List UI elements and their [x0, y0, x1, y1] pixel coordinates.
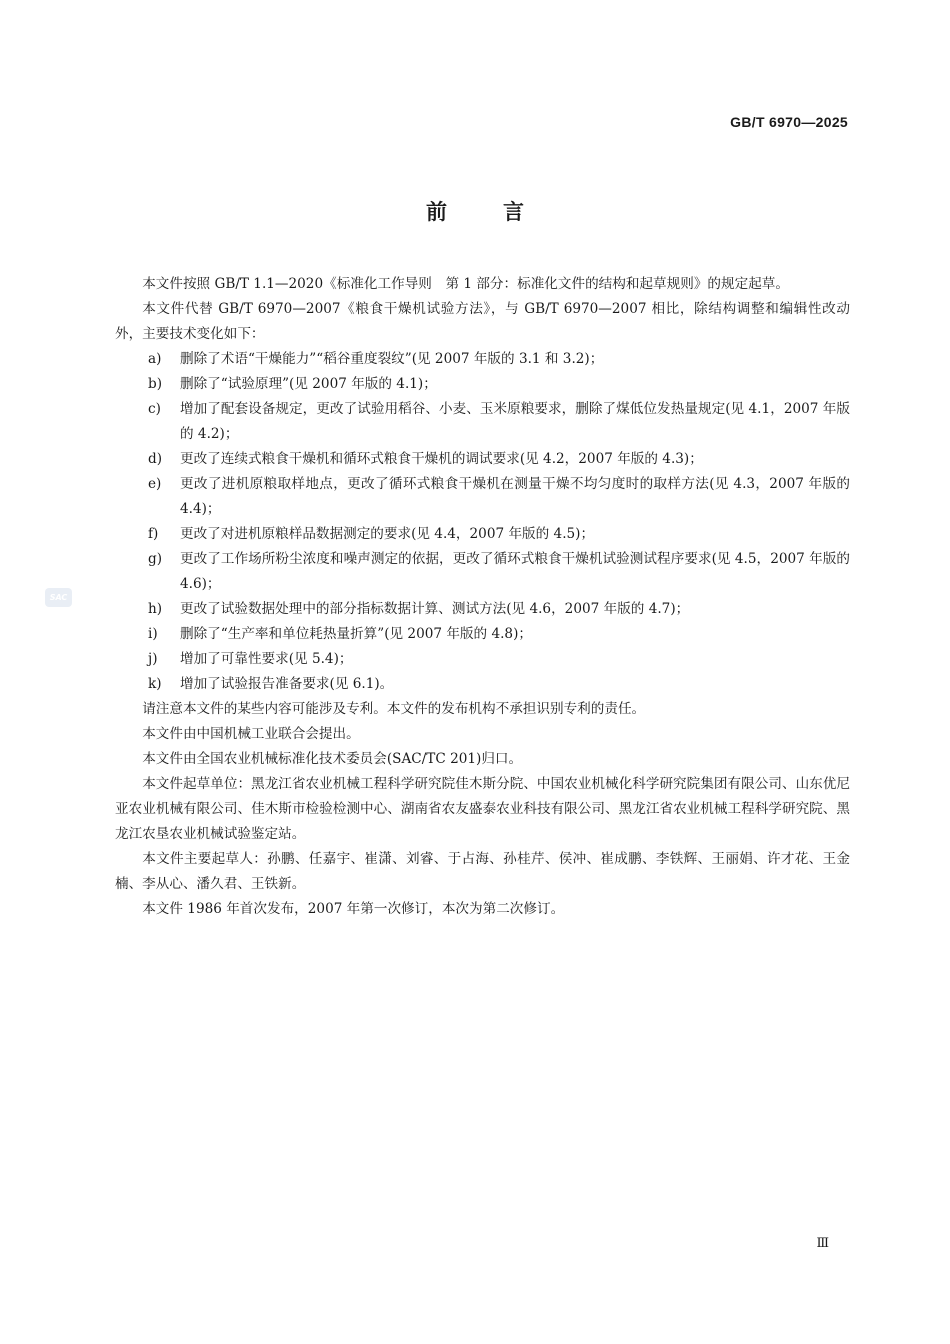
list-item: [115, 597, 850, 622]
paragraph-patent-notice: 请注意本文件的某些内容可能涉及专利。本文件的发布机构不承担识别专利的责任。: [142, 701, 646, 717]
list-item: [115, 397, 850, 447]
list-marker: e): [148, 476, 162, 492]
standard-number: GB/T 6970—2025: [730, 114, 848, 130]
list-item: [115, 447, 850, 472]
list-marker: a): [148, 351, 162, 367]
list-item: [115, 547, 850, 597]
list-text: 更改了连续式粮食干燥机和循环式粮食干燥机的调试要求(见 4.2，2007 年版的 4.3)；: [180, 451, 703, 467]
list-text: 增加了可靠性要求(见 5.4)；: [180, 651, 353, 667]
sac-watermark-logo: SAC: [45, 588, 72, 607]
list-marker: j): [148, 651, 158, 667]
list-item: [115, 672, 850, 697]
page-number: Ⅲ: [816, 1236, 829, 1251]
paragraph-revision-history: 本文件 1986 年首次发布，2007 年第一次修订，本次为第二次修订。: [142, 901, 565, 917]
list-text: 更改了进机原粮取样地点，更改了循环式粮食干燥机在测量干燥不均匀度时的取样方法(见 4.3，2007 年版的 4.4)；: [180, 476, 850, 517]
list-text: 增加了试验报告准备要求(见 6.1)。: [180, 676, 394, 692]
list-item: [115, 372, 850, 397]
list-item: [115, 522, 850, 547]
list-marker: i): [148, 626, 158, 642]
list-text: 更改了工作场所粉尘浓度和噪声测定的依据，更改了循环式粮食干燥机试验测试程序要求(见 4.5，2007 年版的 4.6)；: [180, 551, 850, 592]
paragraph-drafting-rules: 本文件按照 GB/T 1.1—2020《标准化工作导则 第 1 部分：标准化文件的结构和起草规则》的规定起草。: [142, 276, 789, 292]
list-marker: d): [148, 451, 163, 467]
list-text: 更改了对进机原粮样品数据测定的要求(见 4.4，2007 年版的 4.5)；: [180, 526, 595, 542]
page-title: 前言: [426, 200, 580, 224]
paragraph-drafting-units: 本文件起草单位：黑龙江省农业机械工程科学研究院佳木斯分院、中国农业机械化科学研究院集团有限公司、山东优尼亚农业机械有限公司、佳木斯市检验检测中心、湖南省农友盛泰农业科技有限公司、黑龙江省农业机械工程科学研究院、黑龙江农垦农业机械试验鉴定站。: [115, 776, 850, 842]
list-text: 删除了术语“干燥能力”“稻谷重度裂纹”(见 2007 年版的 3.1 和 3.2)；: [180, 351, 604, 367]
paragraph-proposer: 本文件由中国机械工业联合会提出。: [142, 726, 360, 742]
list-item: [115, 622, 850, 647]
list-text: 删除了“生产率和单位耗热量折算”(见 2007 年版的 4.8)；: [180, 626, 532, 642]
changes-list: [115, 347, 850, 697]
list-item: [115, 347, 850, 372]
paragraph-replacement-statement: 本文件代替 GB/T 6970—2007《粮食干燥机试验方法》，与 GB/T 6970—2007 相比，除结构调整和编辑性改动外，主要技术变化如下：: [115, 301, 850, 342]
list-text: 删除了“试验原理”(见 2007 年版的 4.1)；: [180, 376, 437, 392]
list-item: [115, 647, 850, 672]
list-text: 更改了试验数据处理中的部分指标数据计算、测试方法(见 4.6，2007 年版的 4.7)；: [180, 601, 690, 617]
paragraph-drafters: 本文件主要起草人：孙鹏、任嘉宇、崔潇、刘睿、于占海、孙桂芹、侯冲、崔成鹏、李铁辉、王丽娟、许才花、王金楠、李从心、潘久君、王铁新。: [115, 851, 850, 892]
paragraph-committee: 本文件由全国农业机械标准化技术委员会(SAC/TC 201)归口。: [142, 751, 523, 767]
foreword-body: [115, 272, 850, 922]
list-marker: h): [148, 601, 163, 617]
list-marker: g): [148, 551, 163, 567]
list-marker: k): [148, 676, 162, 692]
list-item: [115, 472, 850, 522]
list-marker: f): [148, 526, 159, 542]
list-marker: b): [148, 376, 163, 392]
list-text: 增加了配套设备规定，更改了试验用稻谷、小麦、玉米原粮要求，删除了煤低位发热量规定(见 4.1，2007 年版的 4.2)；: [180, 401, 850, 442]
list-marker: c): [148, 401, 161, 417]
